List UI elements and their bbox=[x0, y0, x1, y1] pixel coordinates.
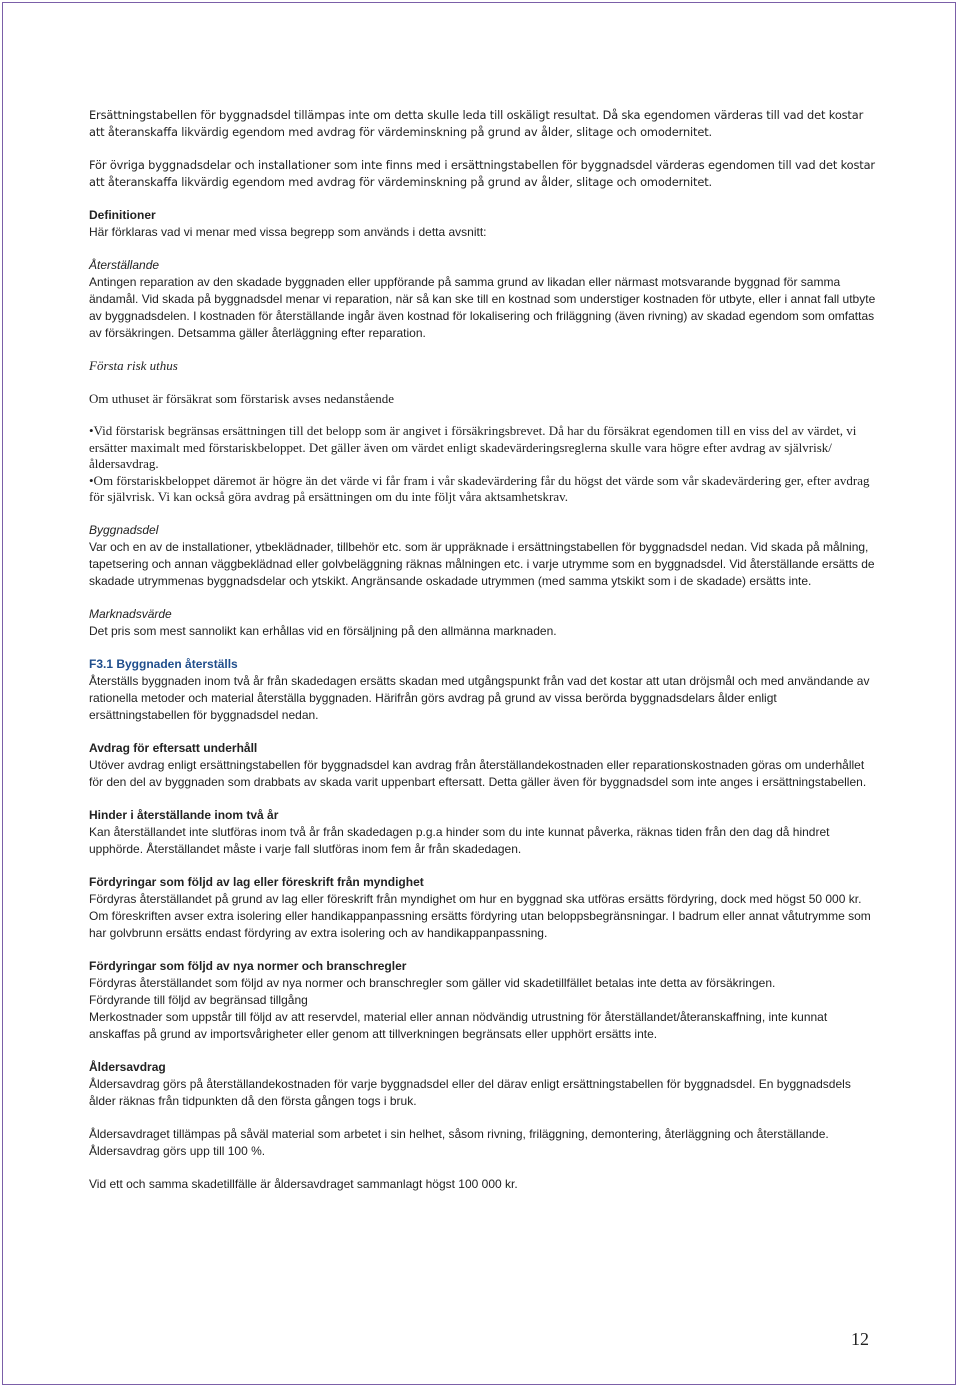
section-avdrag-eftersatt-underhall bbox=[89, 740, 879, 791]
bullet-forstarisk-1: •Vid förstarisk begränsas ersättningen till det belopp som är angivet i försäkringsbrevet. Då har du försäkrat egendomen till en viss del av värdet, vi ersätter maximalt med förstariskbeloppet. Det gäller även om värdet enligt skadevärderingsreglerna skulle vara högre efter avdrag av självrisk/åldersavdrag. bbox=[89, 423, 857, 471]
section-aterstallande bbox=[89, 257, 879, 342]
definitioner-intro: Här förklaras vad vi menar med vissa begrepp som används i detta avsnitt: bbox=[89, 225, 487, 239]
text-fordyringar-normer-3: Merkostnader som uppstår till följd av att reservdel, material eller annan nödvändig utrustning för återställandet/återanskaffning, inte kunnat anskaffas på grund av importsvårigheter eller genom att tillverkningen begränsats eller upphört ersätts inte. bbox=[89, 1009, 828, 1041]
text-avdrag-eftersatt-underhall: Utöver avdrag enligt ersättningstabellen för byggnadsdel kan avdrag från återställandekostnaden eller reparationskostnaden göras om underhållet för den del av byggnaden som drabbats av skada varit uppenbart eftersatt. Detta gäller även för byggnadsdel som inte anges i ersättningstabellen. bbox=[89, 757, 867, 789]
term-aterstallande: Återställande bbox=[89, 258, 160, 272]
heading-avdrag-eftersatt-underhall: Avdrag för eftersatt underhåll bbox=[89, 740, 258, 755]
paragraph-ersattningstabellen: Ersättningstabellen för byggnadsdel tillämpas inte om detta skulle leda till oskäligt resultat. Då ska egendomen värderas till vad det kostar att återanskaffa likvärdig egendom med avdrag för värdeminskning på grund av ålder, slitage och omodernitet. bbox=[89, 108, 864, 139]
heading-definitioner: Definitioner bbox=[89, 208, 156, 222]
heading-fordyringar-normer: Fördyringar som följd av nya normer och branschregler bbox=[89, 958, 407, 973]
text-fordyringar-lag: Fördyras återställandet på grund av lag eller föreskrift från myndighet om hur en byggnad ska utföras ersätts fördyring, dock med högst 50 000 kr. Om föreskriften avser extra isolering eller handikappanpassning ersätts fördyring utan beloppsbegränsningar. I badrum eller annat våtutrymme som har golvbrunn ersätts endast fördyring av extra isolering och av handikappanpassning. bbox=[89, 891, 871, 940]
text-aterstallande: Antingen reparation av den skadade byggnaden eller uppförande på samma grund av likadan eller närmast motsvarande byggnad för samma ändamål. Vid skada på byggnadsdel menar vi reparation, när så kan ske till en kostnad som understiger kostnaden för utbyte, eller i annat fall utbyte av byggnadsdelen. I kostnaden för återställande ingår även kostnad för lokalisering och friläggning (även rivning) av skadad egendom som omfattas av försäkringen. Detsamma gäller återläggning efter reparation. bbox=[89, 275, 876, 340]
page-number: 12 bbox=[851, 1329, 869, 1349]
section-hinder bbox=[89, 807, 879, 858]
text-fordyringar-normer-1: Fördyras återställandet som följd av nya normer och branschregler som gäller vid skadetillfället betalas inte detta av försäkringen. bbox=[89, 975, 776, 990]
text-aldersavdrag-2: Åldersavdraget tillämpas på såväl material som arbetet i sin helhet, såsom rivning, friläggning, demontering, återläggning och återställande. Åldersavdrag görs upp till 100 %. bbox=[89, 1126, 829, 1158]
section-fordyringar-normer bbox=[89, 958, 879, 1043]
text-fordyringar-normer-2: Fördyrande till följd av begränsad tillgång bbox=[89, 992, 308, 1007]
term-forsta-risk-uthus: Första risk uthus bbox=[89, 358, 178, 373]
section-fordyringar-lag bbox=[89, 874, 879, 942]
heading-hinder: Hinder i återställande inom två år bbox=[89, 807, 279, 822]
document-page bbox=[2, 2, 956, 1385]
term-byggnadsdel: Byggnadsdel bbox=[89, 522, 159, 537]
section-aldersavdrag bbox=[89, 1059, 879, 1193]
text-f31: Återställs byggnaden inom två år från skadedagen ersätts skadan med utgångspunkt från vad det kostar att utan dröjsmål och med användande av rationella metoder och material återställa byggnaden. Härifrån görs avdrag på grund av vissa berörda byggnadsdelars ålder enligt ersättningstabellen för byggnadsdel nedan. bbox=[89, 673, 870, 722]
section-f31 bbox=[89, 656, 879, 724]
text-marknadsvarde: Det pris som mest sannolikt kan erhållas vid en försäljning på den allmänna marknaden. bbox=[89, 623, 557, 638]
heading-aldersavdrag: Åldersavdrag bbox=[89, 1059, 166, 1074]
section-forsta-risk bbox=[89, 358, 879, 506]
heading-fordyringar-lag: Fördyringar som följd av lag eller föreskrift från myndighet bbox=[89, 874, 424, 889]
section-marknadsvarde bbox=[89, 606, 879, 640]
page-content bbox=[89, 107, 879, 1193]
heading-f31-byggnaden-aterstalls: F3.1 Byggnaden återställs bbox=[89, 656, 238, 671]
section-byggnadsdel bbox=[89, 522, 879, 590]
bullet-forstarisk-2: •Om förstariskbeloppet däremot är högre än det värde vi får fram i vår skadevärdering får du högst det värde som vår skadevärdering ger, efter avdrag för självrisk. Vi kan också göra avdrag på ersättningen om du inte följt våra aktsamhetskrav. bbox=[89, 472, 870, 504]
text-hinder: Kan återställandet inte slutföras inom två år från skadedagen p.g.a hinder som du inte kunnat påverka, räknas tiden från den dag då hindret upphörde. Återställandet måste i varje fall slutföras inom fem år från skadedagen. bbox=[89, 824, 830, 856]
term-marknadsvarde: Marknadsvärde bbox=[89, 606, 172, 621]
section-definitioner bbox=[89, 207, 879, 241]
text-byggnadsdel: Var och en av de installationer, ytbeklädnader, tillbehör etc. som är uppräknade i ersättningstabellen för byggnadsdel nedan. Vid skada på målning, tapetsering och annan väggbeklädnad eller golvbeläggning räknas målningen etc. i varje utrymme som en byggnadsdel. Vid återställande ersätts de skadade utrymmenas byggnadsdelar och ytskikt. Angränsande oskadade utrymmen (med samma ytskikt som i de skadade) ersätts inte. bbox=[89, 539, 875, 588]
text-aldersavdrag-1: Åldersavdrag görs på återställandekostnaden för varje byggnadsdel eller del därav enligt ersättningstabellen för byggnadsdel. En byggnadsdels ålder räknas från tidpunkten då den första gången togs i bruk. bbox=[89, 1076, 851, 1108]
text-aldersavdrag-3: Vid ett och samma skadetillfälle är åldersavdraget sammanlagt högst 100 000 kr. bbox=[89, 1176, 518, 1191]
paragraph-ovriga-byggnadsdelar: För övriga byggnadsdelar och installationer som inte finns med i ersättningstabellen för byggnadsdel värderas egendomen till vad det kostar att återanskaffa likvärdig egendom med avdrag för värdeminskning på grund av ålder, slitage och omodernitet. bbox=[89, 158, 875, 189]
forsta-risk-intro: Om uthuset är försäkrat som förstarisk avses nedanstående bbox=[89, 390, 395, 406]
